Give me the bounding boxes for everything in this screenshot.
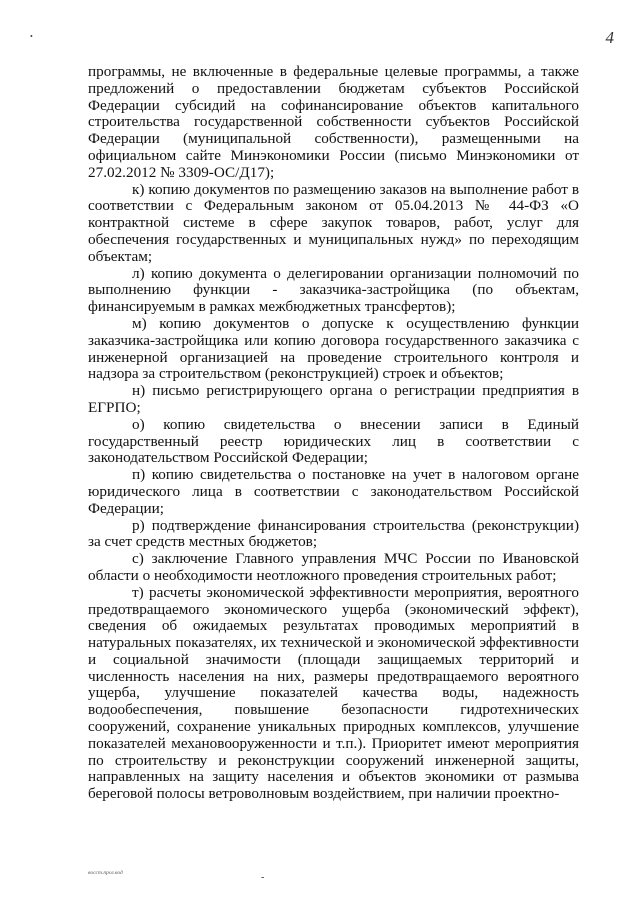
paragraph-item-r: р) подтверждение финансирования строительства (реконструкции) за счет средств местных бюджетов; xyxy=(88,516,579,551)
paragraph-continuation: программы, не включенные в федеральные целевые программы, а также предложений о предоставлении бюджетам субъектов Российской Федерации субсидий на софинансирование объектов капитального строительства государственной собственности субъектов Российской Федерации (муниципальной собственности), размещенными на официальном сайте Минэкономики России (письмо Минэкономики от 27.02.2012 № 3309-ОС/Д17); xyxy=(88,63,579,181)
paragraph-item-t: т) расчеты экономической эффективности мероприятия, вероятного предотвращаемого экономического ущерба (экономический эффект), сведения об ожидаемых результатах проводимых мероприятий в натуральных показателях, их технической и экономической эффективности и социальной значимости (площади защищаемых территорий и численность населения на них, размеры предотвращаемого вероятного ущерба, улучшение показателей качества воды, надежность водообеспечения, повышение безопасности гидротехнических сооружений, сохранение уникальных природных комплексов, улучшение показателей механовооруженности и т.п.). Приоритет имеют мероприятия по строительству и реконструкции сооружений инженерной защиты, направленных на защиту населения и объектов экономики от размыва береговой полосы ветроволновым воздействием, при наличии проектно- xyxy=(88,583,579,803)
paragraph-item-s: с) заключение Главного управления МЧС России по Ивановской области о необходимости неотложного проведения строительных работ; xyxy=(88,550,579,584)
paragraph-item-o: о) копию свидетельства о внесении записи в Единый государственный реестр юридических лиц в соответствии с законодательством Российской Федерации; xyxy=(88,415,579,467)
paragraph-item-n: н) письмо регистрирующего органа о регистрации предприятия в ЕГРПО; xyxy=(88,382,579,416)
paragraph-item-k: к) копию документов по размещению заказов на выполнение работ в соответствии с Федеральным законом от 05.04.2013 № 44-ФЗ «О контрактной системе в сфере закупок товаров, работ, услуг для обеспечения государственных и муниципальных нужд» по переходящим объектам; xyxy=(88,180,579,265)
bottom-mark: - xyxy=(261,872,265,883)
document-body xyxy=(88,64,579,803)
page-number: 4 xyxy=(605,28,614,47)
corner-mark: • xyxy=(30,32,33,41)
footer-filename: восст.прог.вод xyxy=(88,870,123,876)
paragraph-item-p: п) копию свидетельства о постановке на учет в налоговом органе юридического лица в соответствии с законодательством Российской Федерации; xyxy=(88,466,579,517)
paragraph-item-m: м) копию документов о допуске к осуществлению функции заказчика-застройщика или копию договора государственного заказчика с инженерной организацией на проведение строительного контроля и надзора за строительством (реконструкцией) строек и объектов; xyxy=(88,314,579,383)
paragraph-item-l: л) копию документа о делегировании организации полномочий по выполнению функции - заказчика-застройщика (по объектам, финансируемым в рамках межбюджетных трансфертов); xyxy=(88,264,579,316)
